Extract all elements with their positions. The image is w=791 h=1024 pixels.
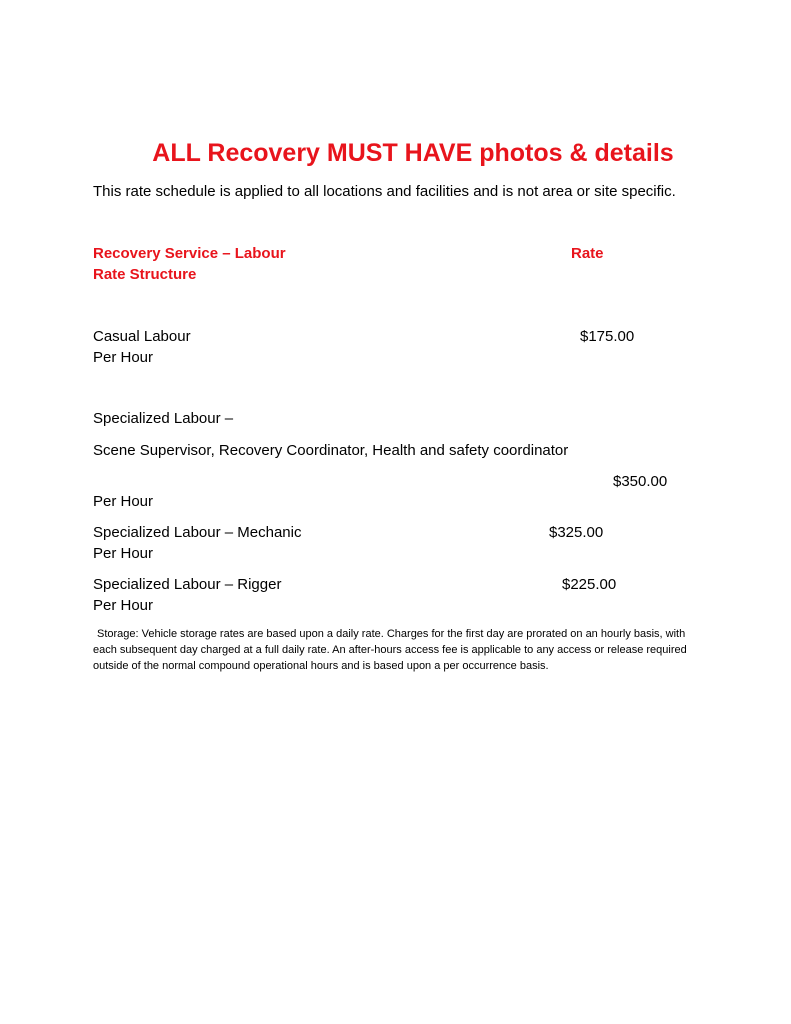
row-casual-rate: $175.00	[580, 328, 635, 345]
service-header-line1: Recovery Service – Labour	[93, 245, 286, 262]
row-specialized-sublabel: Scene Supervisor, Recovery Coordinator, Health and safety coordinator	[93, 442, 569, 459]
row-casual-unit: Per Hour	[93, 349, 154, 366]
row-rigger-unit: Per Hour	[93, 597, 154, 614]
page-title: ALL Recovery MUST HAVE photos & details	[152, 139, 674, 167]
row-rigger-label: Specialized Labour – Rigger	[93, 576, 282, 593]
row-specialized-unit: Per Hour	[93, 493, 154, 510]
row-mechanic-unit: Per Hour	[93, 545, 154, 562]
rate-header: Rate	[571, 245, 604, 262]
row-mechanic-label: Specialized Labour – Mechanic	[93, 524, 302, 541]
intro-text: This rate schedule is applied to all locations and facilities and is not area or site specific.	[93, 183, 676, 200]
row-specialized-rate: $350.00	[613, 473, 668, 490]
row-casual-label: Casual Labour	[93, 328, 191, 345]
row-mechanic-rate: $325.00	[549, 524, 604, 541]
storage-note: Storage: Vehicle storage rates are based upon a daily rate. Charges for the first day are prorated on an hourly basis, with each subsequent day charged at a full daily rate. An after-hours access fee is applicable to any access or release required outside of the normal compound operational hours and is based upon a per occurrence basis.	[93, 628, 687, 672]
row-specialized-label: Specialized Labour –	[93, 410, 234, 427]
service-header-line2: Rate Structure	[93, 266, 197, 283]
row-rigger-rate: $225.00	[562, 576, 617, 593]
